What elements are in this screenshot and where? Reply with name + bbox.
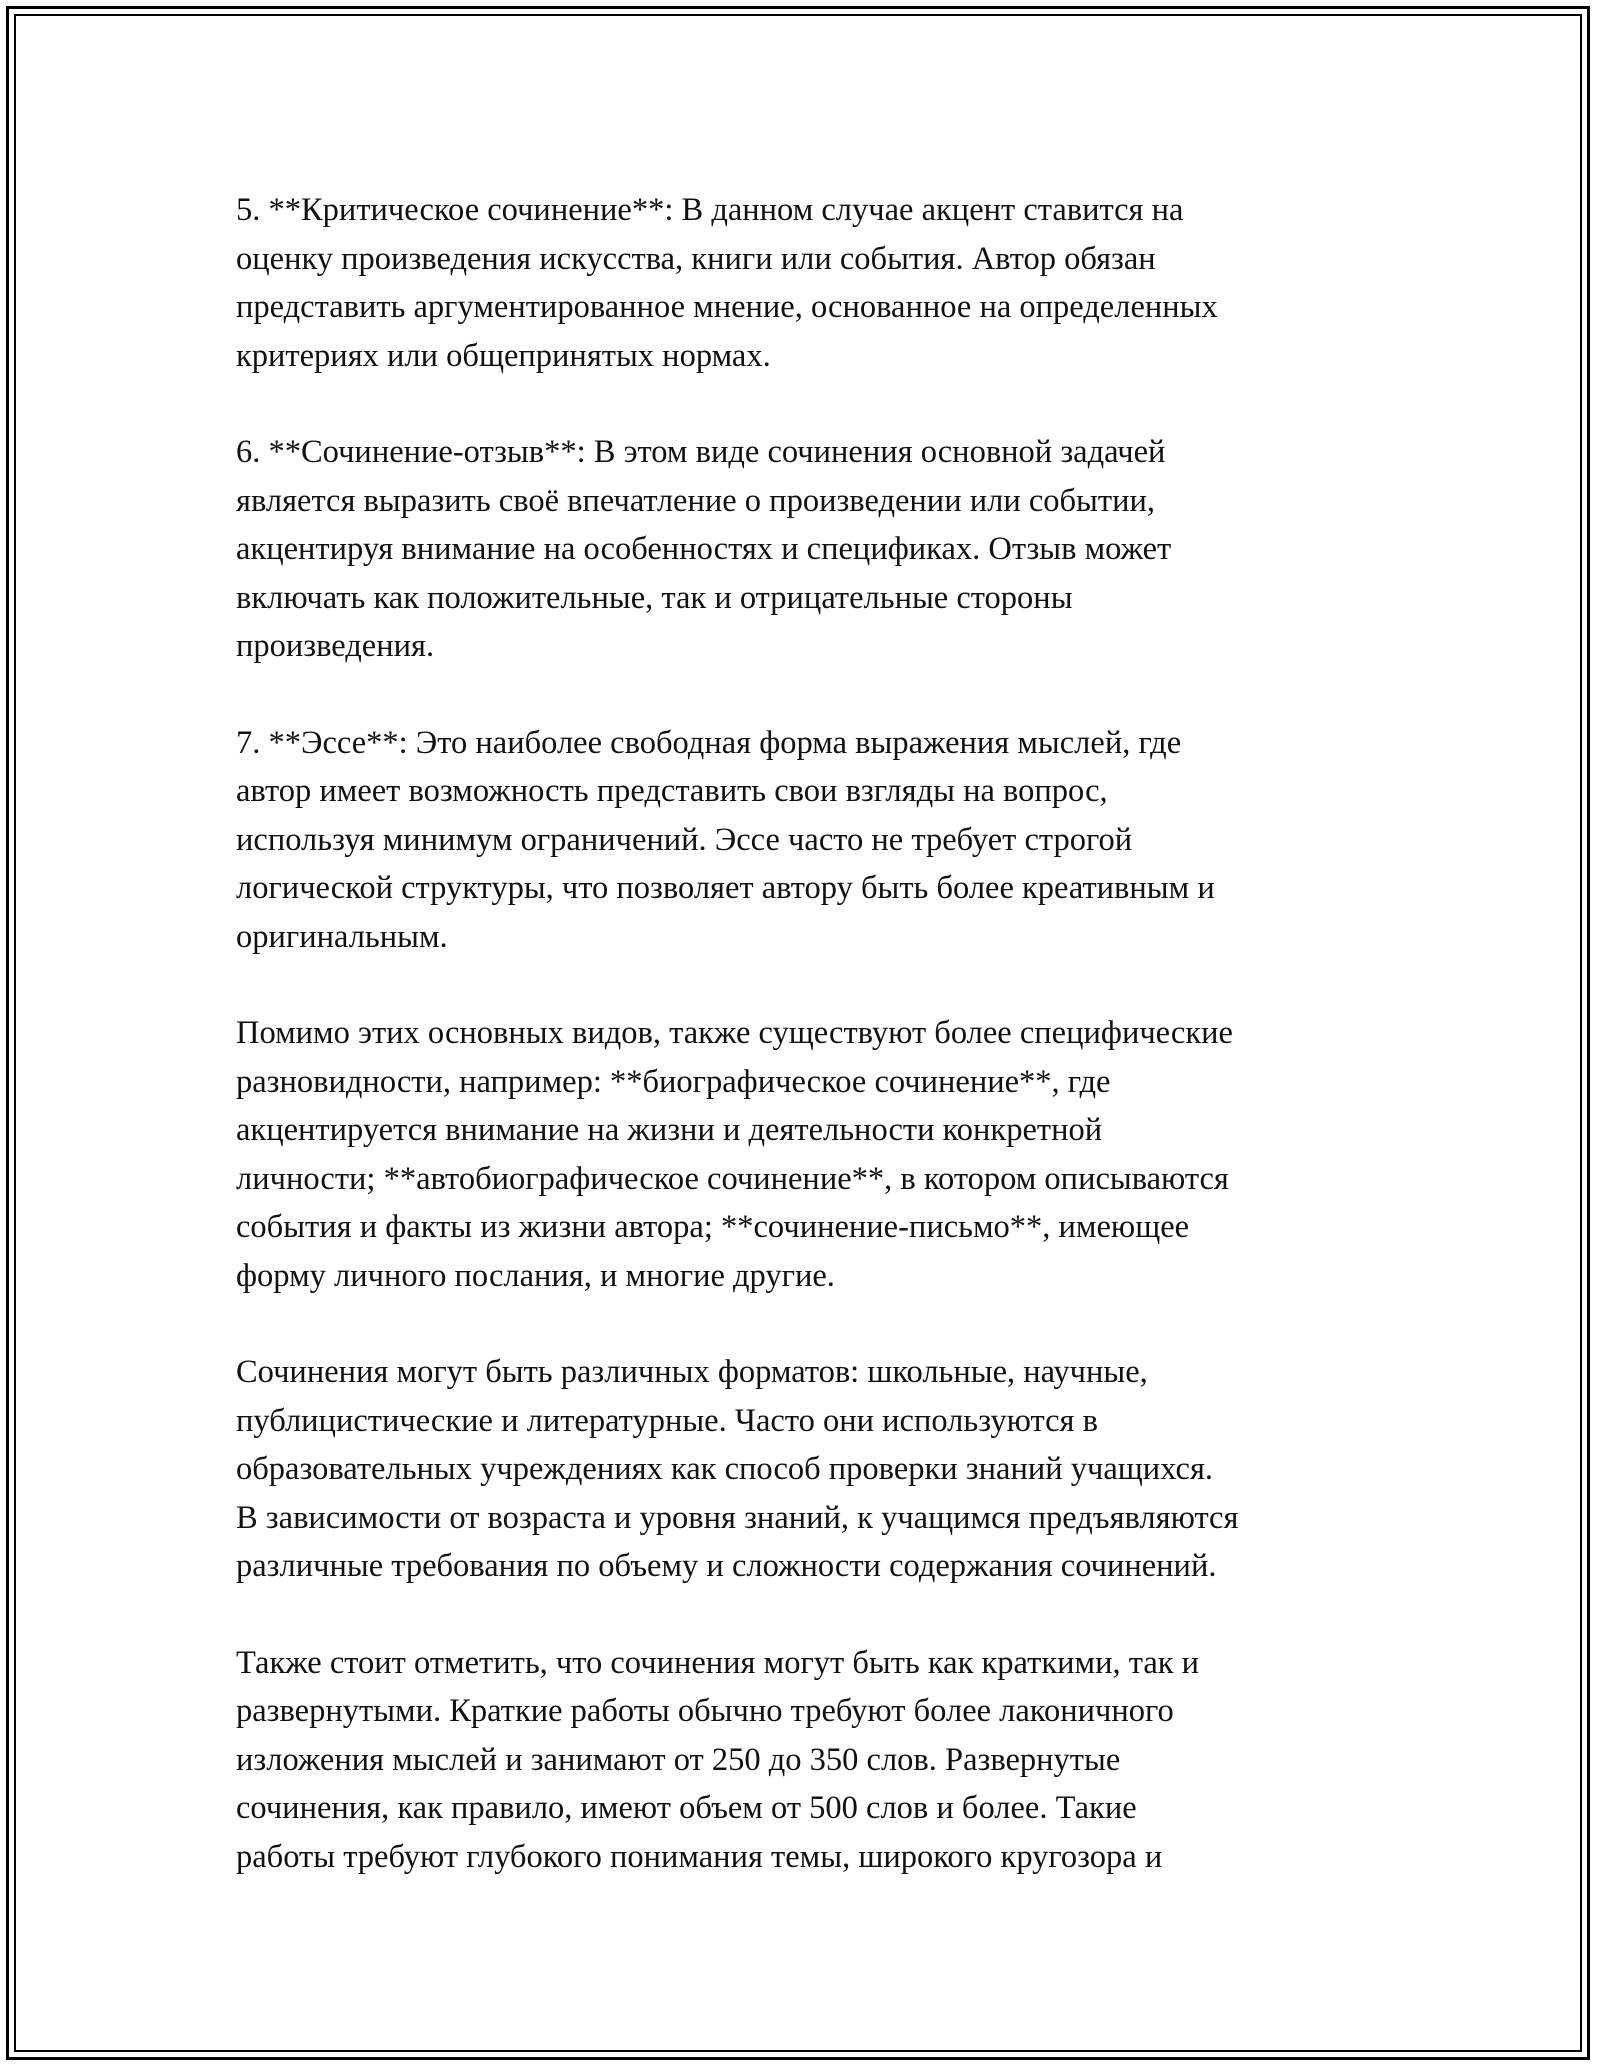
paragraph-formats: Сочинения могут быть различных форматов: школьные, научные, публицистические и литературные. Часто они используются в образовательных учреждениях как способ проверки знаний учащихся. В зависимости от возраста и уровня знаний, к учащимся предъявляются различные требования по объему и сложности содержания сочинений.	[236, 1354, 1239, 1584]
paragraph-critical-essay: 5. **Критическое сочинение**: В данном случае акцент ставится на оценку произведения искусства, книги или события. Автор обязан представить аргументированное мнение, основанное на определенных критериях или общепринятых нормах.	[236, 192, 1218, 374]
paragraph-review-essay: 6. **Сочинение-отзыв**: В этом виде сочинения основной задачей является выразить своё впечатление о произведении или событии, акцентируя внимание на особенностях и спецификах. Отзыв может включать как положительные, так и отрицательные стороны произведения.	[236, 434, 1172, 664]
document-body	[236, 186, 1376, 1929]
paragraph-length: Также стоит отметить, что сочинения могут быть как краткими, так и развернутыми. Краткие работы обычно требуют более лаконичного изложения мыслей и занимают от 250 до 350 слов. Развернутые сочинения, как правило, имеют объем от 500 слов и более. Такие работы требуют глубокого понимания темы, широкого кругозора и	[236, 1644, 1200, 1875]
paragraph-other-types: Помимо этих основных видов, также существуют более специфические разновидности, например: **биографическое сочинение**, где акцентируется внимание на жизни и деятельности конкретной личности; **автобиографическое сочинение**, в котором описываются события и факты из жизни автора; **сочинение-письмо**, имеющее форму личного послания, и многие другие.	[236, 1015, 1233, 1294]
paragraph-essay: 7. **Эссе**: Это наиболее свободная форма выражения мыслей, где автор имеет возможность представить свои взгляды на вопрос, используя минимум ограничений. Эссе часто не требует строгой логической структуры, что позволяет автору быть более креативным и оригинальным.	[236, 724, 1215, 955]
